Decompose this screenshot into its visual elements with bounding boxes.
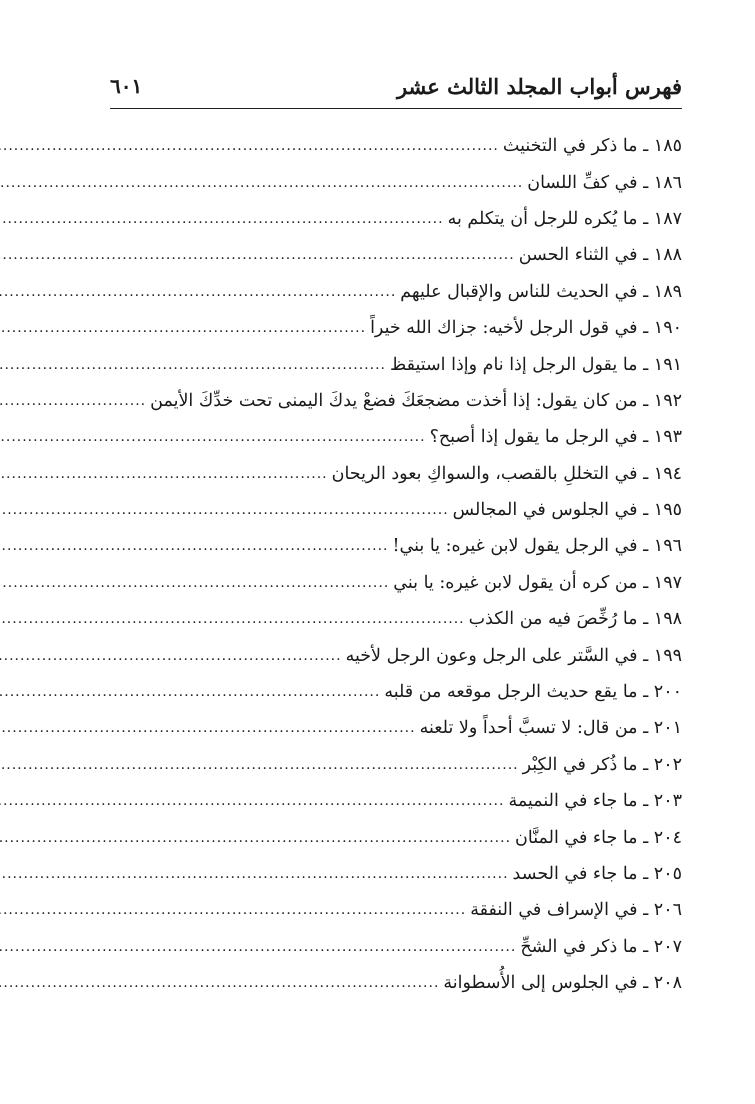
toc-entry [110,383,682,419]
toc-leader-dots [0,247,515,263]
toc-entry-title: ١٩٠ ـ في قول الرجل لأخيه: جزاك الله خيراً [370,318,682,339]
toc-entry-title: ١٩٩ ـ في السَّتر على الرجل وعون الرجل لأخيه [345,645,682,666]
toc-leader-dots [0,866,509,882]
toc-leader-dots [0,538,389,554]
toc-entry [110,310,682,346]
toc-leader-dots [0,502,449,518]
toc-entry [110,456,682,492]
toc-entry-title: ١٩٦ ـ في الرجل يقول لابن غيره: يا بني! [392,536,682,557]
toc-entry-title: ١٨٦ ـ في كفِّ اللسان [527,172,682,193]
toc-leader-dots [0,757,519,773]
toc-leader-dots [0,830,511,846]
toc-leader-dots [0,138,499,154]
toc-leader-dots [0,357,386,373]
toc-leader-dots [0,939,516,955]
toc-entry-title: ١٩٤ ـ في التخللِ بالقصب، والسواكِ بعود الريحان [331,463,682,484]
toc-entry [110,528,682,564]
toc-entry [110,237,682,273]
header-title: فهرس أبواب المجلد الثالث عشر [396,73,682,99]
toc-entry [110,201,682,237]
toc-entry-title: ٢٠٨ ـ في الجلوس إلى الأُسطوانة [443,973,682,994]
toc-entry-title: ١٩٧ ـ من كره أن يقول لابن غيره: يا بني [393,572,682,593]
table-of-contents [110,128,682,1001]
toc-entry [110,856,682,892]
toc-entry [110,819,682,855]
toc-leader-dots [0,720,416,736]
running-header [110,68,682,104]
toc-entry-title: ١٩٥ ـ في الجلوس في المجالس [452,500,682,521]
toc-entry [110,128,682,164]
toc-entry [110,419,682,455]
toc-entry [110,892,682,928]
header-rule [110,108,682,109]
toc-entry-title: ١٨٥ ـ ما ذكر في التخنيث [502,136,682,157]
toc-entry-title: ٢٠٣ ـ ما جاء في النميمة [508,791,682,812]
toc-entry [110,674,682,710]
toc-entry-title: ١٩٨ ـ ما رُخِّصَ فيه من الكذب [468,609,682,630]
toc-entry-title: ٢٠٧ ـ ما ذكر في الشحِّ [520,936,682,957]
toc-entry [110,747,682,783]
toc-leader-dots [0,902,466,918]
toc-leader-dots [0,466,328,482]
toc-entry-title: ٢٠١ ـ من قال: لا تسبَّ أحداً ولا تلعنه [419,718,682,739]
toc-entry [110,565,682,601]
toc-entry [110,274,682,310]
toc-entry [110,783,682,819]
toc-entry-title: ٢٠٠ ـ ما يقع حديث الرجل موقعه من قلبه [384,682,682,703]
toc-entry-title: ٢٠٥ ـ ما جاء في الحسد [512,864,682,884]
toc-leader-dots [0,320,366,336]
toc-entry [110,164,682,200]
toc-entry [110,637,682,673]
toc-leader-dots [0,611,465,627]
toc-entry [110,710,682,746]
toc-entry-title: ٢٠٦ ـ في الإسراف في النفقة [470,900,682,921]
toc-entry [110,965,682,1001]
toc-entry-title: ١٩١ ـ ما يقول الرجل إذا نام وإذا استيقظ [389,354,682,375]
toc-entry-title: ١٨٨ ـ في الثناء الحسن [518,245,682,266]
toc-leader-dots [0,211,444,227]
toc-entry [110,346,682,382]
toc-leader-dots [0,393,146,409]
header-page-number: ٦٠١ [110,74,143,98]
toc-entry-title: ١٩٣ ـ في الرجل ما يقول إذا أصبح؟ [429,427,682,448]
toc-leader-dots [0,429,426,445]
toc-leader-dots [0,975,439,991]
toc-leader-dots [0,648,342,664]
toc-entry-title: ١٨٩ ـ في الحديث للناس والإقبال عليهم [400,281,682,302]
toc-entry-title: ٢٠٢ ـ ما ذُكر في الكِبْر [522,754,682,775]
toc-leader-dots [0,284,396,300]
toc-entry-title: ١٨٧ ـ ما يُكره للرجل أن يتكلم به [447,208,682,229]
toc-entry-title: ٢٠٤ ـ ما جاء في المنَّان [515,827,682,848]
toc-entry-title: ١٩٢ ـ من كان يقول: إذا أخذت مضجعَكَ فضعْ يدكَ اليمنى تحت خدِّكَ الأيمن [150,390,682,411]
toc-leader-dots [0,793,504,809]
toc-leader-dots [0,175,523,191]
toc-leader-dots [0,575,389,591]
toc-leader-dots [0,684,380,700]
toc-entry [110,929,682,965]
toc-entry [110,492,682,528]
toc-entry [110,601,682,637]
